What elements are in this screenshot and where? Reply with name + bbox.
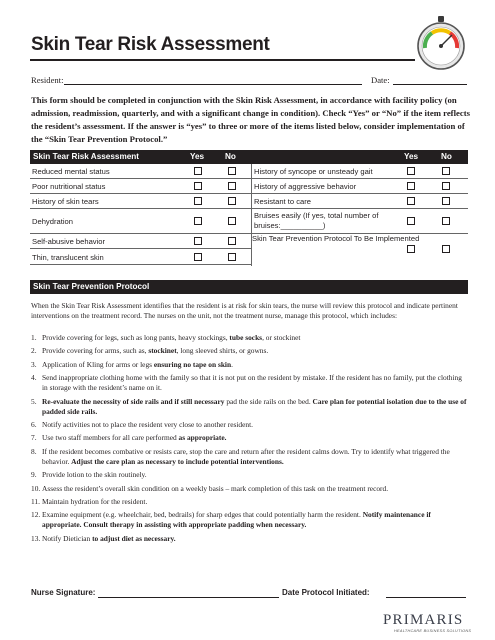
protocol-item-text: Provide lotion to the skin routinely. — [42, 470, 147, 480]
protocol-item-number: 2. — [31, 346, 37, 356]
protocol-item-text: . — [231, 359, 233, 369]
resident-field[interactable] — [64, 84, 362, 85]
yes-checkbox[interactable] — [194, 237, 202, 245]
protocol-item — [31, 470, 469, 480]
date-initiated-field[interactable] — [386, 597, 466, 598]
list-item: Resistant to care — [254, 197, 311, 206]
protocol-item-number: 7. — [31, 433, 37, 443]
table-row — [30, 179, 251, 194]
no-checkbox[interactable] — [442, 182, 450, 190]
protocol-item-text: Use two staff members for all care performed — [42, 433, 179, 443]
yes-checkbox[interactable] — [194, 197, 202, 205]
yes-checkbox[interactable] — [407, 217, 415, 225]
protocol-item — [31, 447, 469, 467]
protocol-item-text: Assess the resident’s overall skin condition on a weekly basis – mark completion of this task on the treatment record. — [42, 483, 389, 493]
protocol-item-text: to adjust diet as necessary. — [92, 533, 176, 543]
protocol-item-text: If the resident becomes combative or resists care, stop the care and return after the resident calms down. Try to identify what triggered the behavior. — [42, 446, 450, 466]
protocol-item-number: 4. — [31, 373, 37, 383]
protocol-item-number: 12. — [31, 510, 41, 520]
protocol-item-number: 6. — [31, 419, 37, 429]
title-rule — [30, 59, 415, 61]
protocol-item-text: Adjust the care plan as necessary to include potential interventions. — [71, 456, 284, 466]
list-item: Poor nutritional status — [32, 182, 106, 191]
protocol-item — [31, 333, 469, 343]
protocol-item-text: Provide covering for legs, such as long pants, heavy stockings, — [42, 333, 230, 342]
assessment-header-bar — [30, 150, 468, 164]
table-row — [30, 249, 251, 265]
date-label: Date: — [371, 75, 390, 85]
protocol-item-number: 10. — [31, 483, 41, 493]
table-row — [252, 209, 468, 234]
no-header-left: No — [225, 152, 236, 161]
protocol-item-text: Notify maintenance if appropriate. Consult therapy in assisting with appropriate padding when necessary. — [42, 510, 431, 530]
yes-checkbox[interactable] — [194, 217, 202, 225]
protocol-item-number: 1. — [31, 333, 37, 342]
nurse-signature-label: Nurse Signature: — [31, 588, 96, 597]
protocol-item — [31, 497, 469, 507]
no-checkbox[interactable] — [228, 237, 236, 245]
resident-label: Resident: — [31, 75, 64, 85]
protocol-item — [31, 346, 469, 356]
protocol-header: Skin Tear Prevention Protocol — [33, 282, 150, 291]
intro-text: This form should be completed in conjunction with the Skin Risk Assessment, in accordance with facility policy (on admission, readmission, quarterly, and with a significant change in condition). Check “Yes” or “No” if the item reflects the resident’s assessment. If the answer is “yes” to three or more of the items listed below, consider implementation of the “Skin Tear Prevention Protocol.” — [31, 95, 470, 144]
protocol-item-text: as appropriate. — [178, 433, 227, 443]
protocol-item-number: 8. — [31, 446, 37, 456]
yes-checkbox[interactable] — [407, 197, 415, 205]
list-item: Dehydration — [32, 217, 73, 226]
yes-checkbox[interactable] — [194, 182, 202, 190]
table-row — [252, 179, 468, 194]
no-header-right: No — [441, 152, 452, 161]
no-checkbox[interactable] — [228, 253, 236, 261]
primaris-tagline: HEALTHCARE BUSINESS SOLUTIONS — [394, 629, 472, 633]
protocol-item — [31, 360, 469, 370]
table-row — [252, 164, 468, 179]
yes-checkbox[interactable] — [194, 253, 202, 261]
protocol-item-number: 13. — [31, 533, 41, 543]
list-item: Thin, translucent skin — [32, 253, 104, 262]
primaris-logo: PRIMARIS — [383, 612, 464, 628]
list-item: History of skin tears — [32, 197, 99, 206]
protocol-item-text: Care plan for potential isolation due to the use of padded side rails. — [42, 396, 467, 416]
yes-header-left: Yes — [190, 152, 205, 161]
list-item: Reduced mental status — [32, 167, 110, 176]
yes-checkbox[interactable] — [407, 182, 415, 190]
list-item: History of syncope or unsteady gait — [254, 167, 373, 176]
protocol-item-text: Notify Dietician — [42, 533, 93, 543]
protocol-item-text: Examine equipment (e.g. wheelchair, bed, bedrails) for sharp edges that could potentially harm the resident. — [42, 510, 363, 520]
protocol-header-bar — [30, 280, 468, 294]
no-checkbox[interactable] — [228, 197, 236, 205]
protocol-item-text: Maintain hydration for the resident. — [42, 496, 148, 506]
no-checkbox[interactable] — [442, 197, 450, 205]
signature-row — [31, 588, 471, 597]
protocol-item — [31, 373, 469, 393]
no-checkbox[interactable] — [228, 217, 236, 225]
nurse-signature-field[interactable] — [98, 597, 279, 598]
table-row — [252, 194, 468, 209]
yes-header-right: Yes — [404, 152, 419, 161]
protocol-item — [31, 510, 469, 530]
list-item: Self-abusive behavior — [32, 237, 106, 246]
list-item: History of aggressive behavior — [254, 182, 357, 191]
no-checkbox[interactable] — [442, 167, 450, 175]
table-row — [30, 164, 251, 179]
list-item: Skin Tear Prevention Protocol To Be Implemented — [252, 234, 420, 243]
yes-checkbox[interactable] — [407, 245, 415, 253]
protocol-item-text: , long sleeved shirts, or gowns. — [176, 346, 269, 356]
protocol-item-text: stockinet — [148, 346, 177, 356]
yes-checkbox[interactable] — [194, 167, 202, 175]
table-row — [30, 194, 251, 209]
table-row — [30, 234, 251, 249]
protocol-item-text: pad the side rails on the bed. — [224, 396, 313, 406]
protocol-item-text: ensuring no tape on skin — [153, 359, 232, 369]
protocol-item — [31, 433, 469, 443]
protocol-item-number: 3. — [31, 359, 37, 369]
protocol-lead — [31, 301, 469, 324]
no-checkbox[interactable] — [228, 182, 236, 190]
protocol-item-text: , or stockinet — [262, 333, 301, 342]
protocol-item-text: Re-evaluate the necessity of side rails and if still necessary — [42, 396, 225, 406]
protocol-item-text: Provide covering for arms, such as, — [42, 346, 149, 356]
risk-gauge-icon — [416, 16, 466, 74]
protocol-item-text: Notify activities not to place the resident very close to another resident. — [42, 419, 253, 429]
resident-row — [31, 75, 467, 89]
list-item: Bruises easily (If yes, total number of bruises:__________) — [254, 211, 379, 230]
protocol-item-number: 9. — [31, 470, 37, 480]
protocol-item — [31, 534, 469, 544]
date-field[interactable] — [393, 84, 467, 85]
protocol-list — [31, 333, 469, 547]
no-checkbox[interactable] — [228, 167, 236, 175]
protocol-item-text: Application of Kling for arms or legs — [42, 359, 154, 369]
protocol-item-text: tube socks — [229, 333, 263, 342]
protocol-item — [31, 420, 469, 430]
protocol-item — [31, 397, 469, 417]
table-row — [30, 209, 251, 234]
page-title: Skin Tear Risk Assessment — [31, 34, 270, 55]
no-checkbox[interactable] — [442, 217, 450, 225]
assessment-table — [30, 164, 468, 266]
table-row — [252, 234, 468, 265]
yes-checkbox[interactable] — [407, 167, 415, 175]
no-checkbox[interactable] — [442, 245, 450, 253]
date-initiated-label: Date Protocol Initiated: — [282, 588, 370, 597]
assessment-header: Skin Tear Risk Assessment — [33, 152, 140, 161]
protocol-item-number: 5. — [31, 396, 37, 406]
protocol-item-text: Send inappropriate clothing home with the family so that it is not put on the resident by mistake. If the resident has no family, put the clothing in storage with the resident’s name on it. — [42, 373, 462, 393]
protocol-lead-text: When the Skin Tear Risk Assessment identifies that the resident is at risk for skin tears, the nurse will review this protocol and indicate pertinent interventions on the treatment record. The nurses on the unit, not the treatment nurse, manage this protocol, which includes: — [31, 301, 458, 320]
protocol-item — [31, 484, 469, 494]
protocol-item-number: 11. — [31, 496, 40, 506]
